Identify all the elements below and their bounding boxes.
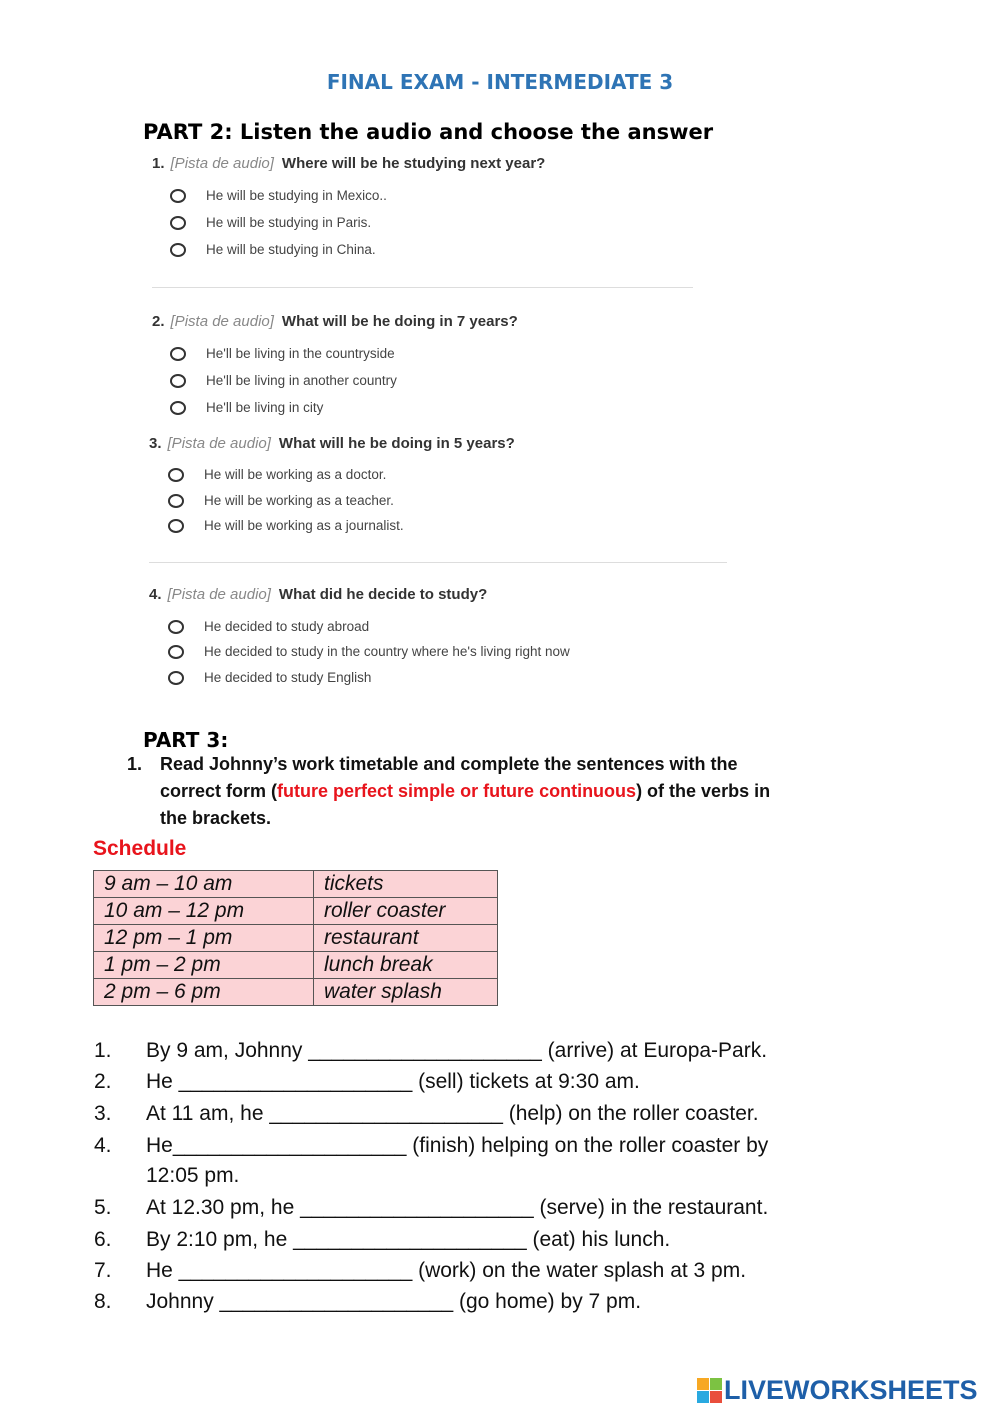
option-label: He decided to study English (204, 670, 372, 685)
question-4 (149, 586, 487, 603)
question-text: What did he decide to study? (278, 586, 488, 603)
q1-option-2[interactable] (170, 215, 371, 230)
exercise-text[interactable]: Johnny ____________________ (go home) by 7 pm. (146, 1290, 642, 1313)
schedule-time: 12 pm – 1 pm (94, 925, 314, 952)
question-number: 2. (152, 313, 165, 330)
exercise-text[interactable]: By 9 am, Johnny ____________________ (arrive) at Europa-Park. (146, 1039, 768, 1062)
exercise-number: 5. (94, 1196, 112, 1219)
exercise-number: 6. (94, 1228, 112, 1251)
option-label: He will be working as a teacher. (204, 493, 394, 508)
exercise-text: 12:05 pm. (146, 1164, 240, 1187)
page-title: FINAL EXAM - INTERMEDIATE 3 (326, 70, 674, 94)
schedule-activity: restaurant (314, 925, 498, 952)
table-row (94, 925, 498, 952)
schedule-activity: tickets (314, 871, 498, 898)
q2-option-3[interactable] (170, 400, 323, 415)
q2-option-2[interactable] (170, 373, 397, 388)
question-number: 3. (149, 435, 162, 452)
instruction-text-part: correct form ( (160, 781, 278, 801)
option-label: He will be working as a journalist. (204, 518, 404, 533)
radio-icon[interactable] (170, 374, 186, 388)
exercise-text[interactable]: He ____________________ (work) on the water splash at 3 pm. (146, 1259, 747, 1282)
table-row (94, 979, 498, 1006)
option-label: He'll be living in the countryside (206, 346, 395, 361)
question-1 (152, 155, 545, 172)
instruction-highlight: future perfect simple or future continuous (277, 781, 637, 801)
radio-icon[interactable] (168, 645, 184, 659)
schedule-time: 2 pm – 6 pm (94, 979, 314, 1006)
logo-text: LIVEWORKSHEETS (724, 1375, 978, 1405)
divider (152, 287, 693, 288)
table-row (94, 952, 498, 979)
table-row (94, 871, 498, 898)
option-label: He decided to study abroad (204, 619, 370, 634)
question-number: 4. (149, 586, 162, 603)
radio-icon[interactable] (168, 671, 184, 685)
option-label: He will be studying in Paris. (206, 215, 372, 230)
audio-tag[interactable]: [Pista de audio] (167, 586, 271, 603)
instruction-line: the brackets. (160, 808, 272, 828)
radio-icon[interactable] (170, 401, 186, 415)
part2-heading: PART 2: Listen the audio and choose the answer (143, 120, 714, 144)
q1-option-1[interactable] (170, 188, 387, 203)
audio-tag[interactable]: [Pista de audio] (170, 155, 274, 172)
exercise-number: 1. (94, 1039, 112, 1062)
exercise-number: 7. (94, 1259, 112, 1282)
radio-icon[interactable] (170, 189, 186, 203)
part3-heading: PART 3: (143, 728, 229, 752)
question-text: What will he be doing in 5 years? (278, 435, 515, 452)
schedule-label: Schedule (93, 837, 187, 860)
option-label: He will be studying in China. (206, 242, 376, 257)
schedule-activity: water splash (314, 979, 498, 1006)
q3-option-1[interactable] (168, 467, 386, 482)
q3-option-2[interactable] (168, 493, 394, 508)
audio-tag[interactable]: [Pista de audio] (167, 435, 271, 452)
exercise-number: 4. (94, 1134, 112, 1157)
radio-icon[interactable] (168, 468, 184, 482)
exercise-text[interactable]: At 11 am, he ____________________ (help) on the roller coaster. (146, 1102, 759, 1125)
exercise-number: 3. (94, 1102, 112, 1125)
q4-option-2[interactable] (168, 644, 570, 659)
exercise-number: 2. (94, 1070, 112, 1093)
radio-icon[interactable] (170, 347, 186, 361)
option-label: He'll be living in another country (206, 373, 397, 388)
liveworksheets-logo (697, 1375, 978, 1406)
question-2 (152, 313, 518, 330)
radio-icon[interactable] (168, 620, 184, 634)
q3-option-3[interactable] (168, 518, 404, 533)
radio-icon[interactable] (168, 494, 184, 508)
q4-option-3[interactable] (168, 670, 371, 685)
instruction-text (160, 751, 950, 832)
radio-icon[interactable] (168, 519, 184, 533)
instruction-text-part: ) of the verbs in (636, 781, 771, 801)
exercise-text[interactable]: At 12.30 pm, he ____________________ (serve) in the restaurant. (146, 1196, 769, 1219)
audio-tag[interactable]: [Pista de audio] (170, 313, 274, 330)
question-number: 1. (152, 155, 165, 172)
option-label: He will be studying in Mexico.. (206, 188, 387, 203)
q1-option-3[interactable] (170, 242, 376, 257)
instruction-line: Read Johnny’s work timetable and complete the sentences with the (160, 754, 738, 774)
divider (149, 562, 727, 563)
question-text: What will be he doing in 7 years? (281, 313, 518, 330)
radio-icon[interactable] (170, 216, 186, 230)
q4-option-1[interactable] (168, 619, 369, 634)
option-label: He will be working as a doctor. (204, 467, 387, 482)
table-row (94, 898, 498, 925)
instruction-line (160, 778, 950, 805)
exercise-text[interactable]: By 2:10 pm, he ____________________ (eat) his lunch. (146, 1228, 671, 1251)
option-label: He'll be living in city (206, 400, 324, 415)
schedule-activity: lunch break (314, 952, 498, 979)
exercise-text[interactable]: He ____________________ (sell) tickets at 9:30 am. (146, 1070, 640, 1093)
question-text: Where will be he studying next year? (281, 155, 546, 172)
liveworksheets-icon (697, 1378, 722, 1403)
schedule-time: 9 am – 10 am (94, 871, 314, 898)
option-label: He decided to study in the country where he's living right now (204, 644, 570, 659)
exercise-text[interactable]: He____________________ (finish) helping on the roller coaster by (146, 1134, 769, 1157)
question-3 (149, 435, 515, 452)
q2-option-1[interactable] (170, 346, 395, 361)
radio-icon[interactable] (170, 243, 186, 257)
schedule-time: 1 pm – 2 pm (94, 952, 314, 979)
schedule-time: 10 am – 12 pm (94, 898, 314, 925)
schedule-table (93, 870, 498, 1006)
schedule-activity: roller coaster (314, 898, 498, 925)
exercise-number: 8. (94, 1290, 112, 1313)
instruction-number: 1. (127, 754, 143, 774)
